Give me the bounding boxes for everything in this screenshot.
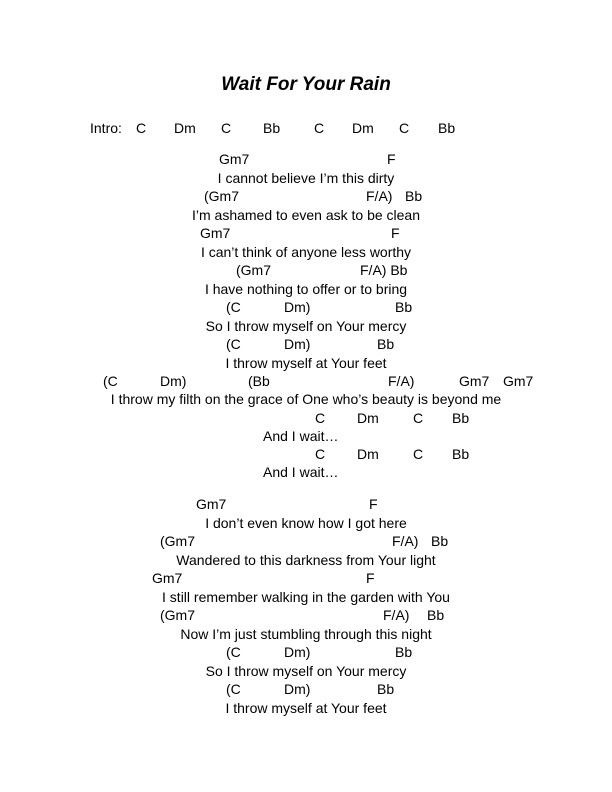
chord: (Gm7 — [160, 533, 195, 549]
chord: Gm7 — [503, 373, 534, 389]
chord: Dm) — [284, 681, 311, 697]
song-title: Wait For Your Rain — [221, 74, 391, 95]
chord: F/A) — [392, 533, 419, 549]
chord: C — [136, 120, 147, 136]
chord: Bb — [431, 533, 449, 549]
chord: Gm7 — [152, 570, 183, 586]
chord: (C — [103, 373, 118, 389]
lyric-line: I have nothing to offer or to bring — [204, 281, 408, 297]
chord: (C — [226, 336, 241, 352]
chord: (C — [226, 681, 241, 697]
chord: Gm7 — [200, 225, 231, 241]
chord: Dm) — [284, 644, 311, 660]
chord: Bb — [263, 120, 281, 136]
chord: (Gm7 — [236, 262, 271, 278]
chord: C — [413, 410, 424, 426]
chord: F/A) — [383, 607, 410, 623]
chord: Gm7 — [196, 496, 227, 512]
lyric-line: I throw my filth on the grace of One who’s beauty is beyond me — [110, 391, 502, 407]
chord: F — [369, 496, 378, 512]
chord: C — [314, 120, 325, 136]
chord: Dm — [357, 446, 379, 462]
chord: Bb — [377, 681, 395, 697]
lyric-line: I still remember walking in the garden with You — [162, 589, 450, 605]
chord: Bb — [405, 188, 423, 204]
lyric-line: I cannot believe I’m this dirty — [217, 170, 395, 186]
chord: Bb — [427, 607, 445, 623]
lyric-line: I’m ashamed to even ask to be clean — [191, 207, 421, 223]
lyric-line: I throw myself at Your feet — [225, 700, 387, 716]
chord: F/A) — [388, 373, 415, 389]
chord: Bb — [452, 446, 470, 462]
chord: Dm) — [284, 299, 311, 315]
chord: C — [413, 446, 424, 462]
chord: F — [387, 151, 396, 167]
chord: C — [315, 446, 326, 462]
chord: F — [391, 225, 400, 241]
chord: (C — [226, 299, 241, 315]
chord: (Gm7 — [204, 188, 239, 204]
lyric-line: Wandered to this darkness from Your light — [176, 552, 436, 568]
chord: Dm — [357, 410, 379, 426]
lyric-line: So I throw myself on Your mercy — [205, 318, 407, 334]
chord: F/A) — [366, 188, 393, 204]
chord: C — [221, 120, 232, 136]
lyric-line: And I wait… — [263, 464, 339, 480]
lyric-line: I don’t even know how I got here — [205, 515, 407, 531]
intro-label: Intro: — [90, 120, 122, 136]
chord: Bb — [377, 336, 395, 352]
lyric-line: And I wait… — [263, 428, 339, 444]
chord: (Gm7 — [160, 607, 195, 623]
lyric-line: I throw myself at Your feet — [225, 355, 387, 371]
chord: (Bb — [248, 373, 270, 389]
chord: (C — [226, 644, 241, 660]
lyric-line: So I throw myself on Your mercy — [205, 663, 407, 679]
chord: Dm — [352, 120, 374, 136]
chord: C — [315, 410, 326, 426]
chord: Dm) — [160, 373, 187, 389]
chord: F — [366, 570, 375, 586]
chord: Dm — [174, 120, 196, 136]
chord: Gm7 — [459, 373, 490, 389]
chord: F/A) Bb — [360, 262, 408, 278]
lyric-line: I can’t think of anyone less worthy — [200, 244, 412, 260]
lyric-line: Now I’m just stumbling through this night — [180, 626, 432, 642]
chord: Gm7 — [219, 151, 250, 167]
chord: Bb — [452, 410, 470, 426]
chord: Bb — [395, 644, 413, 660]
chord: C — [399, 120, 410, 136]
chord: Bb — [438, 120, 456, 136]
chord: Bb — [395, 299, 413, 315]
chord: Dm) — [284, 336, 311, 352]
